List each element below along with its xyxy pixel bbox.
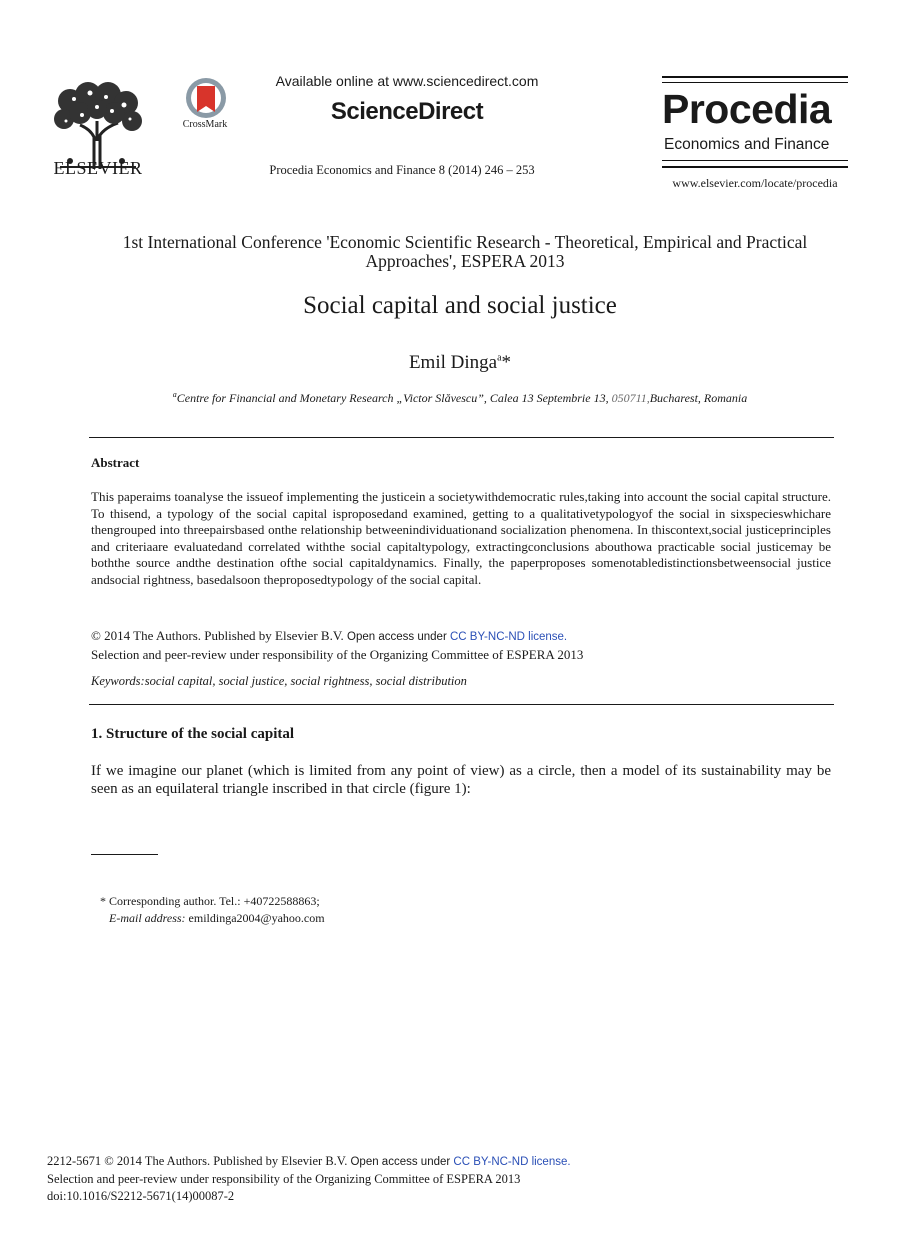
copyright-line (91, 627, 831, 646)
affiliation (80, 390, 840, 406)
footer-open-access: Open access under (350, 1156, 454, 1168)
abstract-bottom-rule (89, 704, 834, 705)
footer-issn-copyright: 2212-5671 © 2014 The Authors. Published by Elsevier B.V. (47, 1154, 351, 1168)
footer-peer-review: Selection and peer-review under responsibility of the Organizing Committee of ESPERA 2013 (47, 1172, 521, 1186)
affiliation-prefix: Centre for Financial and Monetary Research „Victor Slăvescu”, Calea 13 Septembrie 13, (176, 391, 612, 405)
corresponding-author-marker: * (501, 352, 512, 373)
abstract-body: This paperaims toanalyse the issueof implementing the justicein a societywithdemocratic rules,taking into account the social capital structure. To thisend, a typology of the social capital isproposedand examined, getting to a qualitativetypologyof the social in sixspecieswhichare thengrouped into threepairsbased onthe relationship betweenindividuationand socialization phenomena. In thiscontext,social justiceprinciples and criteriaare evaluatedand correlated withthe social capitaltypology, extractingconclusions abouthowa practicable social justicemay be boththe source andthe destination ofthe social capitaldynamics. Finally, the paperproposes somenotabledistinctionsbetweensocial justice andsocial rightness, basedalsoon theproposedtypology of the social capital. (91, 489, 831, 587)
author-affiliation-marker: a (497, 352, 502, 364)
paper-title: Social capital and social justice (303, 292, 617, 319)
peer-review-text: Selection and peer-review under responsibility of the Organizing Committee of ESPERA 2013 (91, 647, 584, 662)
section-heading: 1. Structure of the social capital (91, 726, 295, 742)
corresponding-author-footnote: * Corresponding author. Tel.: +40722588863; (100, 894, 320, 908)
footer-doi[interactable]: doi:10.1016/S2212-5671(14)00087-2 (47, 1189, 235, 1203)
abstract-heading: Abstract (91, 455, 140, 470)
email-line (100, 910, 600, 927)
procedia-divider (662, 82, 848, 83)
affiliation-zip: 050711, (611, 391, 650, 405)
section-body: If we imagine our planet (which is limited from any point of view) as a circle, then a model of its sustainability may be seen as an equilateral triangle inscribed in that circle (figure 1): (91, 763, 831, 797)
email-label: E-mail address: (109, 911, 186, 925)
procedia-subtitle: Economics and Finance (664, 136, 830, 153)
affiliation-marker: a (172, 390, 177, 399)
copyright-text: © 2014 The Authors. Published by Elsevier B.V. (91, 628, 348, 643)
license-link[interactable]: CC BY-NC-ND license. (449, 631, 568, 643)
abstract-top-rule (89, 437, 834, 438)
open-access-text: Open access under (347, 631, 450, 643)
procedia-divider (662, 166, 848, 168)
procedia-divider (662, 160, 848, 161)
author-line (80, 352, 840, 374)
keywords: Keywords:social capital, social justice, social rightness, social distribution (91, 674, 467, 688)
procedia-divider (662, 76, 848, 78)
footnote-rule (91, 854, 158, 855)
copyright-block (91, 627, 831, 663)
journal-citation: Procedia Economics and Finance 8 (2014) 246 – 253 (269, 163, 535, 177)
footer-license-link[interactable]: CC BY-NC-ND license. (453, 1156, 571, 1168)
crossmark-label: CrossMark (182, 119, 228, 130)
available-online-text: Available online at www.sciencedirect.com (275, 73, 539, 89)
procedia-title: Procedia (662, 86, 832, 132)
author-name: Emil Dinga (408, 352, 498, 373)
sciencedirect-wordmark[interactable]: ScienceDirect (330, 98, 484, 125)
procedia-url-link[interactable]: www.elsevier.com/locate/procedia (672, 176, 838, 190)
conference-name: 1st International Conference 'Economic Scientific Research - Theoretical, Empirical and Practical Approaches', ESPERA 2013 (122, 232, 808, 271)
footnote (100, 893, 600, 927)
footer-copyright-line (47, 1153, 847, 1171)
email-address[interactable]: emildinga2004@yahoo.com (188, 911, 325, 925)
page-footer (47, 1153, 847, 1205)
affiliation-suffix: Bucharest, Romania (649, 391, 748, 405)
elsevier-wordmark: ELSEVIER (53, 158, 143, 178)
